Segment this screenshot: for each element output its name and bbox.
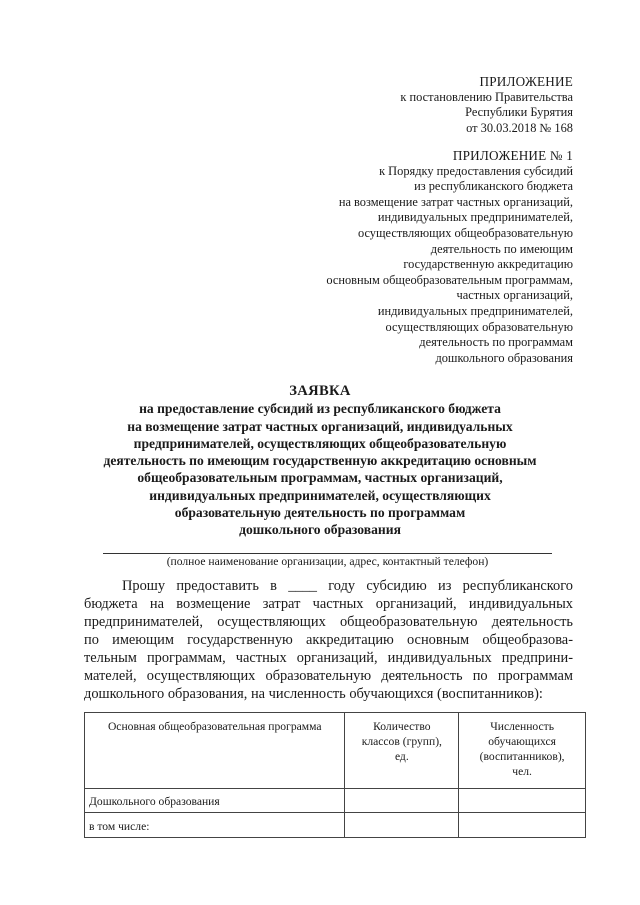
title-line: предпринимателей, осуществляющих общеобразовательную bbox=[133, 435, 507, 451]
paragraph-line: мателей, осуществляющих образовательную деятельность по программам bbox=[84, 668, 573, 684]
title-line: дошкольного образования bbox=[239, 522, 401, 538]
organization-name-caption: (полное наименование организации, адрес, контактный телефон) bbox=[166, 555, 489, 568]
paragraph-line: тельным программам, частных организаций, индивидуальных предприни- bbox=[84, 650, 573, 666]
title-main: ЗАЯВКА bbox=[289, 383, 351, 399]
row-label: в том числе: bbox=[85, 813, 345, 838]
appendix-line: Республики Бурятия bbox=[465, 105, 573, 120]
header-classes: Количество классов (групп), ед. bbox=[345, 713, 459, 789]
students-cell[interactable] bbox=[459, 813, 586, 838]
title-line: деятельность по имеющим государственную аккредитацию основным bbox=[103, 453, 537, 469]
appendix-line: из республиканского бюджета bbox=[414, 179, 573, 194]
appendix-line: основным общеобразовательным программам, bbox=[326, 272, 573, 287]
paragraph-line: бюджета на возмещение затрат частных организаций, индивидуальных bbox=[84, 596, 573, 612]
title-line: общеобразовательным программам, частных организаций, bbox=[137, 470, 503, 486]
appendix-line: индивидуальных предпринимателей, bbox=[377, 210, 573, 225]
program-table bbox=[84, 712, 586, 838]
appendix-line: частных организаций, bbox=[456, 288, 573, 303]
appendix-header-procedure bbox=[326, 148, 573, 366]
appendix-line: дошкольного образования bbox=[435, 350, 573, 365]
appendix-line: государственную аккредитацию bbox=[403, 257, 573, 272]
appendix-header-resolution bbox=[400, 74, 573, 136]
appendix-date-number: от 30.03.2018 № 168 bbox=[466, 120, 573, 135]
table-row bbox=[85, 813, 586, 838]
request-paragraph bbox=[84, 577, 573, 703]
paragraph-line: дошкольного образования, на численность обучающихся (воспитанников): bbox=[84, 686, 543, 702]
classes-cell[interactable] bbox=[345, 789, 459, 813]
title-line: образовательную деятельность по программам bbox=[174, 505, 466, 521]
header-program: Основная общеобразовательная программа bbox=[85, 713, 345, 789]
paragraph-line: Прошу предоставить в ____ году субсидию из республиканского bbox=[122, 578, 573, 594]
appendix-line: к Порядку предоставления субсидий bbox=[379, 163, 573, 178]
appendix-line: на возмещение затрат частных организаций, bbox=[338, 194, 573, 209]
appendix-line: к постановлению Правительства bbox=[400, 89, 573, 104]
document-title bbox=[60, 383, 580, 539]
organization-name-line[interactable] bbox=[103, 553, 552, 554]
appendix-heading: ПРИЛОЖЕНИЕ bbox=[479, 74, 573, 89]
title-line: индивидуальных предпринимателей, осуществляющих bbox=[149, 487, 491, 503]
appendix-line: осуществляющих общеобразовательную bbox=[357, 225, 573, 240]
appendix-line: деятельность по имеющим bbox=[430, 241, 573, 256]
header-students: Численность обучающихся (воспитанников), чел. bbox=[459, 713, 586, 789]
paragraph-line: по имеющим государственную аккредитацию основным общеобразова- bbox=[84, 632, 573, 648]
title-line: на предоставление субсидий из республиканского бюджета bbox=[139, 401, 501, 417]
row-label: Дошкольного образования bbox=[85, 789, 345, 813]
title-line: на возмещение затрат частных организаций, индивидуальных bbox=[127, 418, 513, 434]
paragraph-line: предпринимателей, осуществляющих общеобразовательную деятельность bbox=[84, 614, 573, 630]
classes-cell[interactable] bbox=[345, 813, 459, 838]
appendix-heading: ПРИЛОЖЕНИЕ № 1 bbox=[452, 148, 573, 163]
students-cell[interactable] bbox=[459, 789, 586, 813]
table-header-row bbox=[85, 713, 586, 789]
appendix-line: осуществляющих образовательную bbox=[385, 319, 573, 334]
table-row bbox=[85, 789, 586, 813]
appendix-line: индивидуальных предпринимателей, bbox=[377, 303, 573, 318]
appendix-line: деятельность по программам bbox=[419, 335, 573, 350]
